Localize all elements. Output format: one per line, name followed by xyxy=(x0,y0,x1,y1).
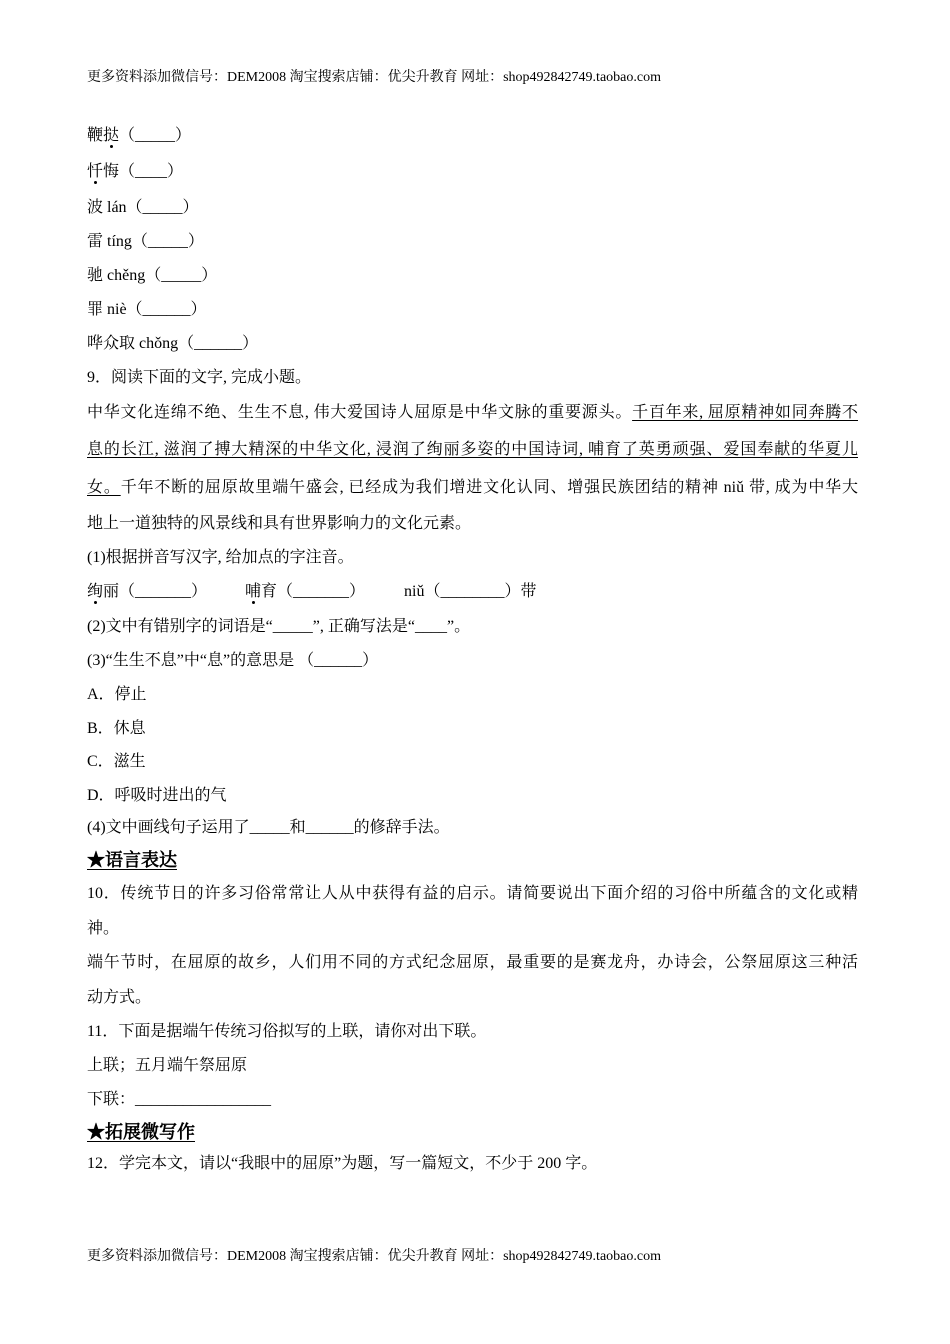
question-10-material-line-1: 端午节时，在屈原的故乡，人们用不同的方式纪念屈原，最重要的是赛龙舟，办诗会，公祭屈原这三种活 xyxy=(87,954,858,971)
sub-question-1: (1)根据拼音写汉字, 给加点的字注音。 xyxy=(87,549,354,566)
vocab-item-huazhongquchong: 哗众取 chǒng（______） xyxy=(87,335,259,352)
vocab-item-chicheng: 驰 chěng（_____） xyxy=(87,267,218,284)
underlined-sentence: 千百年来, 屈原精神如同奔腾不 xyxy=(632,404,858,421)
dotted-char: 忏 xyxy=(87,160,103,184)
dotted-char: 挞 xyxy=(103,124,119,148)
option-a: A．停止 xyxy=(87,686,147,703)
answer-item-buyu xyxy=(245,580,365,604)
question-9-title: 9．阅读下面的文字, 完成小题。 xyxy=(87,369,312,386)
answer-item-xuanli xyxy=(87,580,207,604)
question-10-material-line-2: 动方式。 xyxy=(87,989,152,1006)
vocab-item-leiting: 雷 tíng（_____） xyxy=(87,233,204,250)
sub-question-3: (3)“生生不息”中“息”的意思是 （______） xyxy=(87,652,379,669)
answer-blank: 丽（_______） xyxy=(103,583,208,600)
couplet-upper: 上联；五月端午祭屈原 xyxy=(87,1057,248,1074)
option-b: B．休息 xyxy=(87,720,146,737)
vocab-char: 鞭 xyxy=(87,127,104,144)
sub-question-2: (2)文中有错别字的词语是“_____”, 正确写法是“____”。 xyxy=(87,618,471,635)
answer-row xyxy=(87,580,607,604)
answer-blank: （_____） xyxy=(119,127,192,144)
passage-text: 千年不断的屈原故里端午盛会, 已经成为我们增进文化认同、增强民族团结的精神 niǔ 带, 成为中华大 xyxy=(120,479,858,496)
passage-text: 中华文化连绵不绝、生生不息, 伟大爱国诗人屈原是中华文脉的重要源头。 xyxy=(87,404,633,421)
answer-blank: _________________ xyxy=(135,1091,272,1108)
couplet-lower-label: 下联： xyxy=(87,1091,136,1108)
page-footer: 更多资料添加微信号：DEM2008 淘宝搜索店铺：优尖升教育 网址：shop492842749.taobao.com xyxy=(87,1249,661,1264)
question-11-prompt: 11．下面是据端午传统习俗拟写的上联，请你对出下联。 xyxy=(87,1023,487,1040)
couplet-lower xyxy=(87,1088,271,1112)
vocab-item-bolan: 波 lán（_____） xyxy=(87,199,199,216)
vocab-item-chanhui xyxy=(87,160,183,184)
answer-item-niudai: niǔ（________）带 xyxy=(404,583,537,600)
option-c: C．滋生 xyxy=(87,753,146,770)
dotted-char: 绚 xyxy=(87,580,103,604)
passage-line-3 xyxy=(87,476,858,500)
passage-text: 地上一道独特的风景线和具有世界影响力的文化元素。 xyxy=(87,515,472,532)
answer-blank: 育（_______） xyxy=(261,583,366,600)
section-heading-language: ★语言表达 xyxy=(87,850,177,870)
passage-line-1 xyxy=(87,401,858,425)
question-12: 12．学完本文，请以“我眼中的屈原”为题，写一篇短文，不少于 200 字。 xyxy=(87,1155,598,1172)
question-10-line-2: 神。 xyxy=(87,920,120,937)
passage-line-4 xyxy=(87,512,471,536)
vocab-item-biantai xyxy=(87,124,191,148)
sub-question-4: (4)文中画线句子运用了_____和______的修辞手法。 xyxy=(87,819,450,836)
vocab-item-zuinie: 罪 niè（______） xyxy=(87,301,207,318)
answer-blank: 悔（____） xyxy=(103,163,184,180)
option-d: D．呼吸时进出的气 xyxy=(87,787,227,804)
underlined-sentence: 息的长江, 滋润了搏大精深的中华文化, 浸润了绚丽多姿的中国诗词, 哺育了英勇顽强、爱国奉献的华夏儿 xyxy=(87,441,858,458)
section-heading-writing: ★拓展微写作 xyxy=(87,1122,195,1142)
page-header: 更多资料添加微信号：DEM2008 淘宝搜索店铺：优尖升教育 网址：shop492842749.taobao.com xyxy=(87,70,661,85)
dotted-char: 哺 xyxy=(245,580,261,604)
underlined-sentence: 女。 xyxy=(87,479,121,496)
passage-line-2 xyxy=(87,438,858,462)
question-10-line-1: 10．传统节日的许多习俗常常让人从中获得有益的启示。请简要说出下面介绍的习俗中所蕴含的文化或精 xyxy=(87,885,858,902)
